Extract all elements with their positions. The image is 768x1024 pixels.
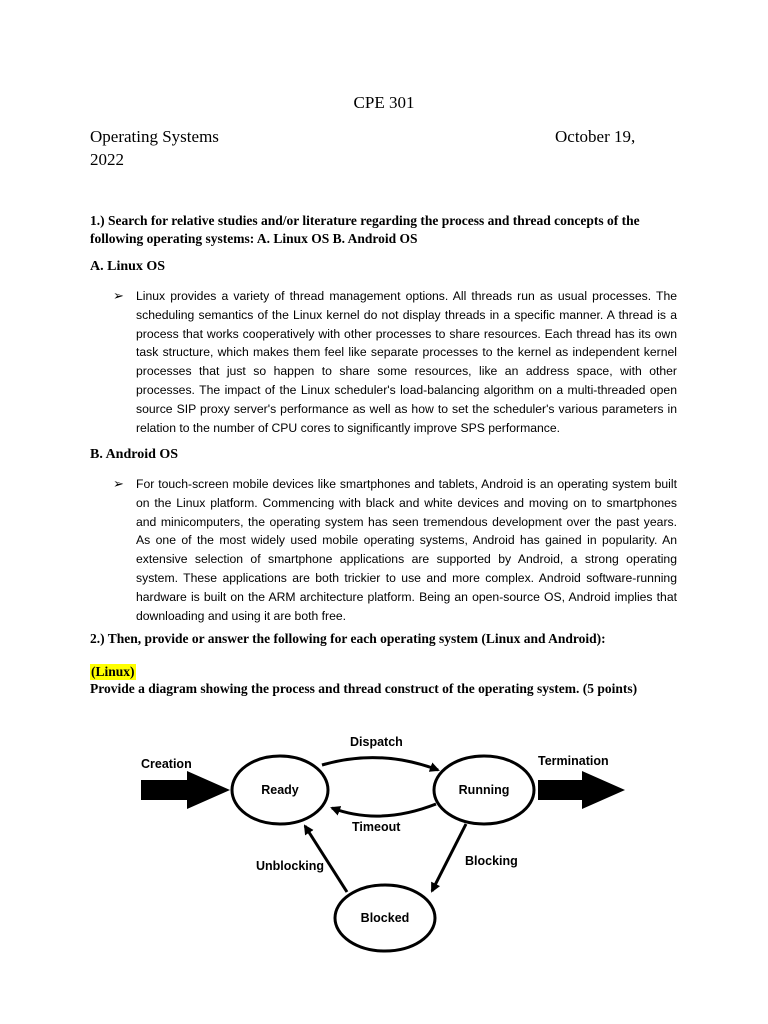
blocking-label: Blocking xyxy=(465,854,518,868)
diagram-prompt: Provide a diagram showing the process and thread construct of the operating system. (5 points) xyxy=(90,681,638,696)
subject-title: Operating Systems xyxy=(90,127,219,146)
blocked-state-label: Blocked xyxy=(360,911,410,925)
dispatch-label: Dispatch xyxy=(350,735,403,749)
ready-state-label: Ready xyxy=(261,783,299,797)
document-date: October 19, xyxy=(555,127,636,146)
linux-paragraph: Linux provides a variety of thread management options. All threads run as usual processes. The scheduling semantics of the Linux kernel do not display threads in a specific manner. A thread is a process that works cooperatively with other processes to share resources. Each thread has its own task structure, which makes them feel like separate processes to the kernel as independent kernel processes that just so happen to share some resources, like an address space, with other processes. The impact of the Linux scheduler's load-balancing algorithm on a multi-threaded open source SIP proxy server's performance as well as how to set the scheduler's various parameters in relation to the number of CPU cores to significantly improve SPS performance. xyxy=(136,289,677,435)
blocking-arrow xyxy=(432,824,466,891)
dispatch-arrow xyxy=(322,758,438,770)
timeout-arrow xyxy=(332,804,436,816)
creation-label: Creation xyxy=(141,757,192,771)
question-2: 2.) Then, provide or answer the following for each operating system (Linux and Android): xyxy=(90,631,606,646)
termination-arrow xyxy=(538,771,625,809)
running-state-label: Running xyxy=(458,783,510,797)
arrow-bullet-icon: ➢ xyxy=(113,288,124,303)
termination-label: Termination xyxy=(538,754,609,768)
question-1: 1.) Search for relative studies and/or literature regarding the process and thread concepts of the following operating systems: A. Linux OS B. Android OS xyxy=(90,213,640,246)
timeout-label: Timeout xyxy=(352,820,401,834)
document-year: 2022 xyxy=(90,150,124,169)
android-paragraph: For touch-screen mobile devices like smartphones and tablets, Android is an operating system built on the Linux platform. Commencing with black and white devices and moving on to smartphones and minicomputers, the operating system has seen tremendous development over the past years. As one of the most widely used mobile operating systems, Android has gained in popularity. An extensive selection of smartphone applications are supported by Android, a strong operating system. These applications are both trickier to use and more complex. Android software-running hardware is built on the ARM architecture platform. Being an open-source OS, Android implies that downloading and using it are both free. xyxy=(136,477,677,623)
creation-arrow xyxy=(141,771,230,809)
linux-highlight-tag: (Linux) xyxy=(91,664,135,679)
arrow-bullet-icon: ➢ xyxy=(113,476,124,491)
course-code: CPE 301 xyxy=(353,93,415,112)
linux-heading: A. Linux OS xyxy=(90,259,166,274)
android-heading: B. Android OS xyxy=(90,447,179,462)
unblocking-label: Unblocking xyxy=(256,859,325,873)
